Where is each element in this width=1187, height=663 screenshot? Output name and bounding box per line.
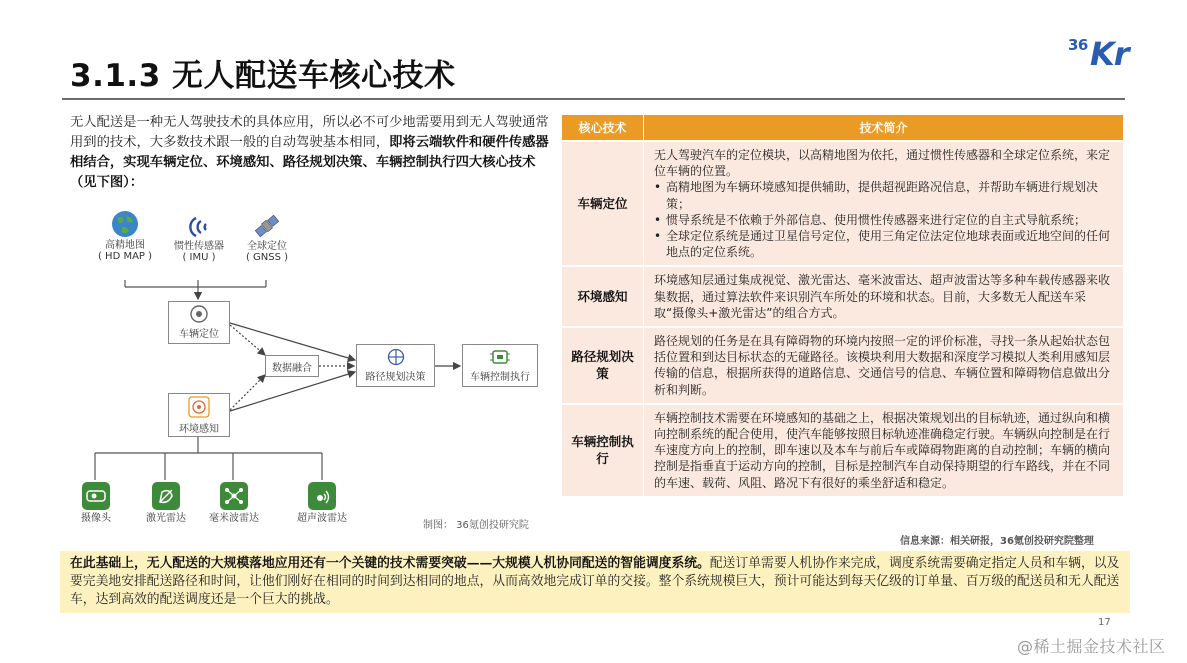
table-row (562, 267, 1123, 326)
camera-label: 摄像头 (81, 513, 111, 524)
data-fusion-box (265, 355, 319, 377)
table-row (562, 405, 1123, 496)
gnss-sublabel: ( GNSS ) (245, 252, 289, 263)
core-tech-table (562, 115, 1123, 496)
ultrasonic-radar-label: 超声波雷达 (297, 513, 347, 524)
satellite-icon (253, 212, 281, 240)
lidar-node (142, 482, 190, 524)
radar-icon (188, 396, 210, 418)
header-core-tech: 核心技术 (562, 115, 644, 140)
gnss-label: 全球定位 (247, 241, 287, 252)
diagram-credit: 制图： 36氪创投研究院 (423, 520, 529, 531)
hd-map-node (95, 210, 155, 262)
ultrasonic-icon (308, 482, 336, 510)
bullet-list (654, 179, 1113, 260)
page-number: 17 (1098, 617, 1111, 628)
vehicle-control-box (462, 344, 538, 387)
watermark: @稀土掘金技术社区 (1017, 637, 1166, 656)
globe-icon (111, 210, 139, 238)
table-source-note: 信息来源：相关研报，36氪创投研究院整理 (900, 536, 1094, 547)
list-item: • 全球定位系统是通过卫星信号定位，使用三角定位法定位地球表面或近地空间的任何地点的定位系统。 (654, 228, 1113, 260)
crosshair-icon (387, 348, 405, 366)
row-value-path-planning: 路径规划的任务是在具有障碍物的环境内按照一定的评价标准，寻找一条从起始状态包括位置和到达目标状态的无碰路径。该模块利用大数据和深度学习模拟人类利用感知层传输的信息，根据所获得的道路信息、交通信号的信息、车辆位置和障碍物信息做出分析和判断。 (654, 334, 1111, 397)
imu-label: 惯性传感器 (174, 241, 224, 252)
table-row (562, 328, 1123, 403)
row-value-vehicle-control: 车辆控制技术需要在环境感知的基础之上，根据决策规划出的目标轨迹，通过纵向和横向控制系统的配合使用，使汽车能够按照目标轨迹准确稳定行驶。车辆纵向控制是在行车速度方向上的控制，即车速以及本车与前后车或障碍物距离的自动控制；车辆的横向控制是指垂直于运动方向的控制，目标是控制汽车自动保持期望的行车路线，并在不同的车速、载荷、风阻、路况下有很好的乘坐舒适和稳定。 (654, 410, 1111, 490)
intro-plain-text: 无人配送是一种无人驾驶技术的具体应用，所以必不可少地需要用到无人驾驶通常用到的技术，大多数技术跟一般的自动驾驶基本相同， (70, 115, 549, 150)
summary-box (60, 551, 1130, 613)
imu-sublabel: ( IMU ) (182, 252, 216, 263)
vehicle-control-label: 车辆控制执行 (470, 372, 530, 383)
logo-letters: Kr (1090, 35, 1129, 73)
intro-paragraph (70, 113, 552, 193)
imu-node (168, 214, 230, 263)
hd-map-label: 高精地图 (105, 240, 145, 251)
row-value-vehicle-localization (644, 142, 1123, 265)
vehicle-localization-box (168, 301, 230, 344)
tech-flow-diagram (68, 205, 553, 537)
environment-sensing-box (168, 393, 230, 437)
mmwave-radar-label: 毫米波雷达 (209, 513, 259, 524)
summary-bold-text: 在此基础上，无人配送的大规模落地应用还有一个关键的技术需要突破——大规模人机协同配送的智能调度系统。 (70, 556, 710, 571)
path-planning-box (356, 344, 435, 387)
row-text: 无人驾驶汽车的定位模块，以高精地图为依托，通过惯性传感器和全球定位系统，来定位车辆的位置。 (654, 148, 1111, 179)
summary-plain-text: 配送订单需要人机协作来完成，调度系统需要确定指定人员和车辆，以及要完美地安排配送路径和时间，让他们刚好在相同的时间到达相同的地点，从而高效地完成订单的交接。整个系统规模巨大，预计可能达到每天亿级的订单量、百万级的配送员和无人配送车，达到高效的配送调度还是一个巨大的挑战。 (70, 556, 1120, 607)
network-icon (220, 482, 248, 510)
hd-map-sublabel: ( HD MAP ) (97, 251, 153, 262)
row-value-environment-sensing: 环境感知层通过集成视觉、激光雷达、毫米波雷达、超声波雷达等多种车载传感器来收集数据，通过算法软件来识别汽车所处的环境和状态。目前，大多数无人配送车采取“摄像头+激光雷达”的组合方式。 (654, 273, 1111, 320)
camera-icon (82, 482, 110, 510)
row-key-environment-sensing: 环境感知 (562, 267, 644, 326)
page-title: 3.1.3 无人配送车核心技术 (70, 58, 456, 94)
path-planning-label: 路径规划决策 (365, 372, 426, 383)
list-item: • 惯导系统是不依赖于外部信息、使用惯性传感器来进行定位的自主式导航系统； (654, 212, 1113, 228)
environment-sensing-label: 环境感知 (179, 423, 219, 435)
data-fusion-label: 数据融合 (272, 362, 312, 374)
location-target-icon (190, 305, 208, 323)
lidar-icon (152, 482, 180, 510)
table-header (562, 115, 1123, 140)
chip-car-icon (489, 348, 511, 366)
row-key-vehicle-localization: 车辆定位 (562, 142, 644, 265)
row-key-path-planning: 路径规划决策 (562, 328, 644, 403)
header-tech-intro: 技术简介 (859, 121, 908, 135)
36kr-logo (1068, 35, 1140, 74)
list-item: • 高精地图为车辆环境感知提供辅助，提供超视距路况信息，并帮助车辆进行规划决策； (654, 179, 1113, 211)
title-divider (62, 98, 1125, 100)
signal-icon (184, 214, 214, 240)
logo-number: 36 (1068, 36, 1088, 54)
gnss-node (240, 212, 294, 263)
camera-node (76, 482, 116, 524)
intro-bold-text: 即将云端软件和硬件传感器相结合，实现车辆定位、环境感知、路径规划决策、车辆控制执行四大核心技术（见下图）： (70, 135, 549, 190)
row-key-vehicle-control: 车辆控制执行 (562, 405, 644, 496)
vehicle-localization-label: 车辆定位 (179, 329, 219, 340)
lidar-label: 激光雷达 (146, 513, 186, 524)
ultrasonic-radar-node (293, 482, 351, 524)
table-row (562, 142, 1123, 265)
mmwave-radar-node (208, 482, 260, 524)
